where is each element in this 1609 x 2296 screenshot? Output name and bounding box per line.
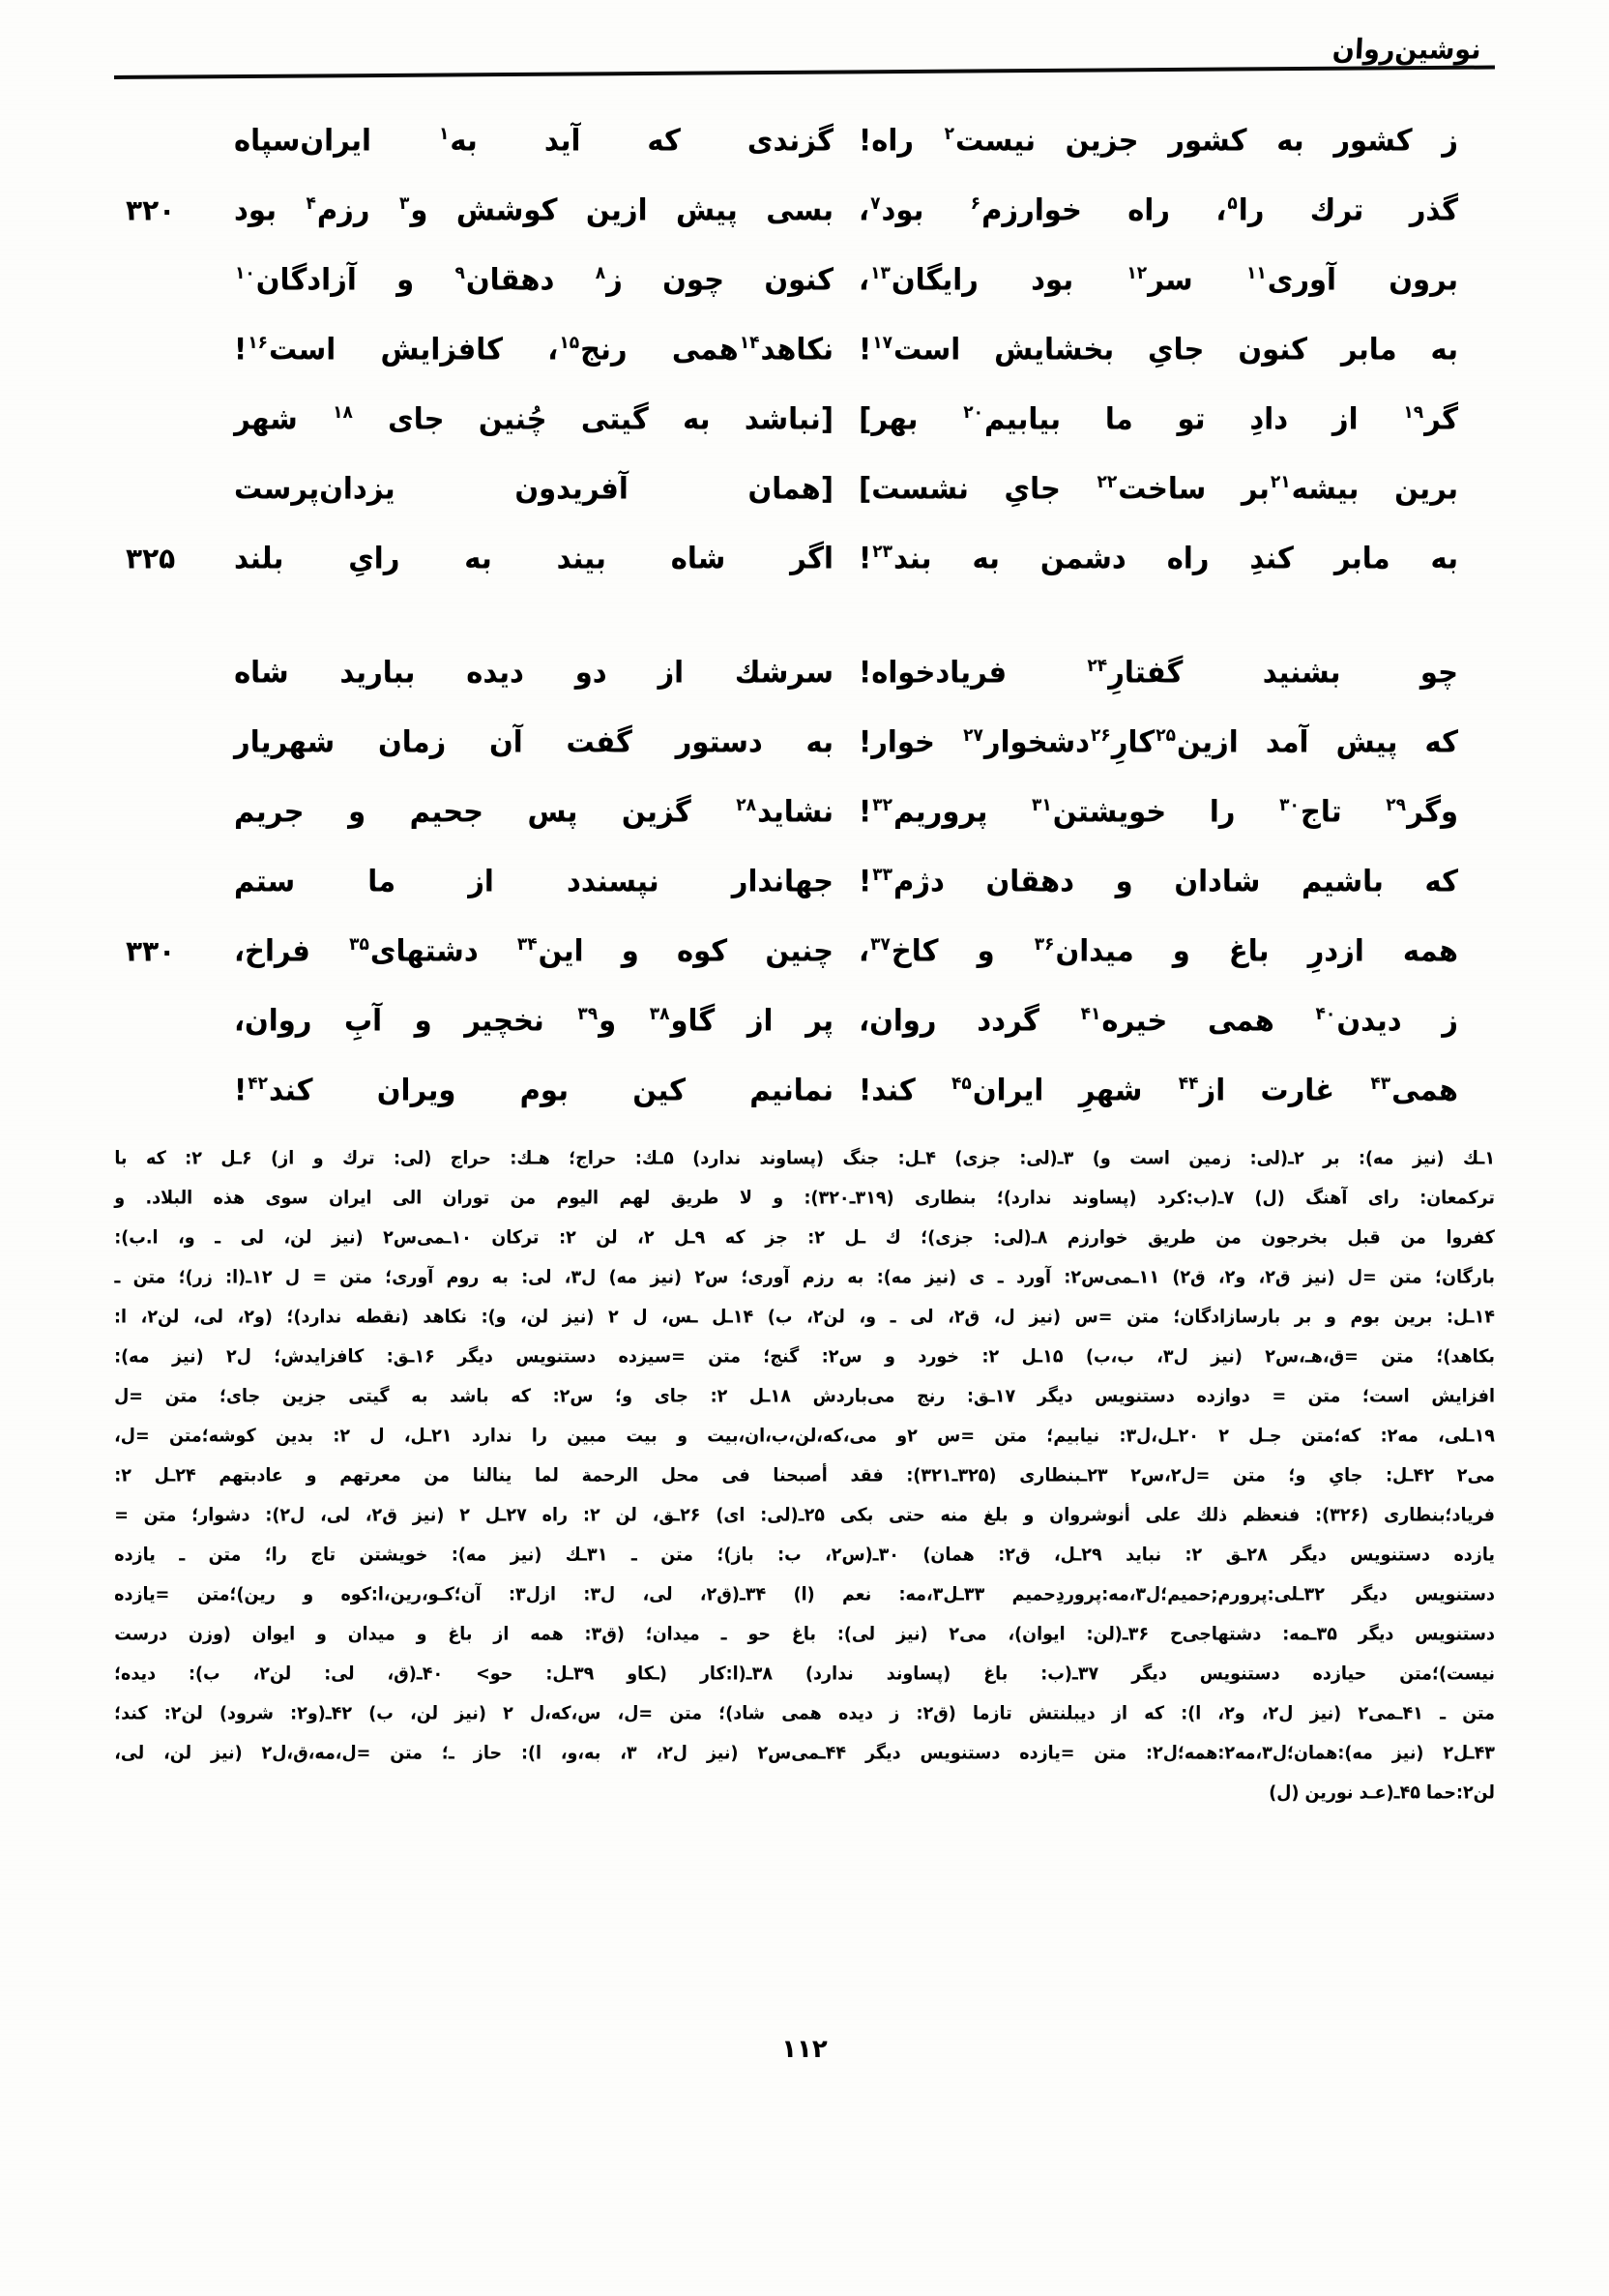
footnote-line: دستنويس ديگر ٣۵ـمه: دشتهاجى‌ح ٣۶ـ(لن: ايوان)، مى٢ (نيز لى): باغ حو ـ ميدان؛ (ق٣: همه از باغ و ميدان و ايوان (وزن درست [114, 1624, 1495, 1645]
footnote-line: ١ـك (نيز مه): بر ٢ـ(لى: زمين است و) ٣ـ(لى: جزى) ۴ـل: جنگ (پساوند ندارد) ۵ـك: حراج؛ هـك: حراج (لى: ترك و از) ۶ـل ٢: كه با [114, 1148, 1495, 1169]
hemistich-first: [همان آفريدون يزدان‌پرست [234, 470, 834, 507]
verse-line [118, 725, 1491, 795]
hemistich-second: برون آورى$^{١١}$ سر$^{١٢}$ بود رايگان$^{١٣}$، [859, 261, 1458, 298]
verse-line [118, 193, 1491, 263]
footnote-line: نيست)؛متن حيازده دستنويس ديگر ٣٧ـ(ب: باغ (پساوند ندارد) ٣٨ـ(ا:كار (ـكاو ٣٩ـل: حو> ۴٠ـ(ق، لى: لن٢، ب): ديده؛ [114, 1663, 1495, 1685]
hemistich-first: بسى پيش ازين كوشش و$^٣$ رزم$^۴$ بود [234, 191, 834, 228]
footnote-line: فرياد؛بنطارى (٣٢۶): فنعظم ذلك على أنوشروان و بلغ منه حتى بكى ٢۵ـ(لى: اى) ٢۶ـق، لن ٢: راه ٢٧ـل ٢ (نيز ق٢، لى، ل٢): دشوار؛ متن = [114, 1505, 1495, 1526]
footnote-line: ۴٣ـل٢ (نيز مه):همان؛ل٣،مه٢:همه؛ل٢: متن =يازده دستنويس ديگر ۴۴ـمى‌س٢ (نيز ل٢، ٣، به،و، ا): حاز ـ؛ متن =ل،مه،ق،ل٢ (نيز لن، لى، [114, 1743, 1495, 1764]
verse-line [118, 795, 1491, 865]
footnote-line: افزايش است؛ متن = دوازده دستنويس ديگر ١٧ـق: رنج مى‌باردش ١٨ـل ٢: جاى و؛ س٢: كه باشد به گيتى جزين جاى؛ متن =ل [114, 1386, 1495, 1407]
header-divider-rule [114, 66, 1495, 79]
running-title: نوشين‌روان [1331, 34, 1482, 66]
hemistich-first: جهاندار نپسندد از ما ستم [234, 863, 834, 899]
footnote-line: بارگان؛ متن =ل (نيز ق٢، و٢، ق٢) ١١ـمى‌س٢: آورد ـ ى (نيز مه): به رزم آورى؛ س٢ (نيز مه) ل٣، لى: به روم آورى؛ متن = ل ١٢ـ(ا: زر)؛ متن ـ [114, 1267, 1495, 1288]
footnote-apparatus [114, 1139, 1495, 1813]
page-header [114, 25, 1495, 93]
verse-line [118, 1074, 1491, 1143]
verse-line-number: ۳۲۵ [126, 542, 176, 575]
verse-line [118, 263, 1491, 333]
hemistich-first: اگر شاه بيند به راىِ بلند [234, 540, 834, 576]
footnote-line: ١۴ـل: برين بوم و بر بارسازادگان؛ متن =س (نيز ل، ق٢، لى ـ و، لن٢، ب) ١۴ـل ـس، ل ٢ (نيز لن، و): نكاهد (نقطه ندارد)؛ (و٢، لى، لن٢، ا: [114, 1307, 1495, 1328]
hemistich-first: [نباشد به گيتى چُنين جاى $^{١٨}$ شهر [234, 400, 834, 437]
footnote-line: مى٢ ۴٢ـل: جاىِ و؛ متن =ل٢،س٢ ٢٣ـبنطارى (٣٢۵ـ٣٢١): فقد أصبحنا فى محل الرحمة لما ينالنا من معرتهم و عادبتهم ٢۴ـل ٢: [114, 1465, 1495, 1487]
verse-line [118, 124, 1491, 193]
hemistich-second: برين بيشه$^{٢١}$بر ساخت$^{٢٢}$ جاىِ نشست] [859, 470, 1458, 507]
hemistich-second: ز كشور به كشور جزين نيست$^٢$ راه! [859, 122, 1458, 159]
verse-line [118, 472, 1491, 542]
page-number: ۱۱۲ [781, 2035, 828, 2064]
hemistich-second: به مابر كندِ راه دشمن به بند$^{٢٣}$! [859, 540, 1458, 576]
footnote-line: لن٢:حما ۴۵ـ(عـد نورين (ل) [1269, 1782, 1495, 1804]
footnote-line: يازده دستنويس ديگر ٢٨ـق ٢: نبايد ٢٩ـل، ق٢: همان) ٣٠ـ(س٢، ب: باز)؛ متن ـ ٣١ـك (نيز مه): خويشتن تاج را؛ متن ـ يازده [114, 1545, 1495, 1566]
hemistich-second: كه باشيم شادان و دهقان دژم$^{٣٣}$! [859, 863, 1458, 899]
verse-line-number: ۳۲۰ [126, 193, 176, 227]
hemistich-first: نشايد$^{٢٨}$ گزين پس جحيم و جريم [234, 793, 834, 830]
hemistich-first: سرشك از دو ديده بباريد شاه [234, 654, 834, 691]
hemistich-second: چو بشنيد گفتارِ$^{٢۴}$ فريادخواه! [859, 654, 1458, 691]
stanza-two [118, 656, 1491, 1143]
footnote-line: متن ـ ۴١ـمى٢ (نيز ل٢، و٢، ا): كه از ديبلنتش تازما (ق٢: ز ديده همى شاد)؛ متن =ل، س،كه،ل ٢ (نيز لن، ب) ۴٢ـ(و٢: شرود) لن٢: كند؛ [114, 1703, 1495, 1724]
hemistich-second: به مابر كنون جاىِ بخشايش است$^{١٧}$! [859, 331, 1458, 368]
footnote-line: بكاهد)؛ متن =ق،هـ،س٢ (نيز ل٣، ب،ب) ١۵ـل ٢: خورد و س٢: گنج؛ متن =سيزده دستنويس ديگر ١۶ـق: كافزايدش؛ ل٢ (نيز مه): [114, 1346, 1495, 1368]
hemistich-first: به دستور گفت آن زمان شهريار [234, 723, 834, 760]
hemistich-first: نمانيم كين بوم ويران كند$^{۴٢}$! [234, 1072, 834, 1108]
hemistich-second: ز ديدن$^{۴٠}$ همى خيره$^{۴١}$ گردد روان، [859, 1002, 1458, 1039]
hemistich-first: گزندى كه آيد به$^١$ ايران‌سپاه [234, 122, 834, 159]
verse-line [118, 1004, 1491, 1074]
footnote-line: دستنويس ديگر ٣٢ـلى:پرورم;حميم؛ل٣،مه:پروردِحميم ٣٣ـل٣،مه: نعم (ا) ٣۴ـ(ق٢، لى، ل٣: ازل٣: آن؛كـو،رين،ا:كوه و رين)؛متن =يازده [114, 1584, 1495, 1605]
hemistich-second: همه ازدرِ باغ و ميدان$^{٣۶}$ و كاخ$^{٣٧}$، [859, 932, 1458, 969]
footnote-line: تركمعان: راى آهنگ (ل) ٧ـ(ب:كرد (پساوند ندارد)؛ بنطارى (٣١٩ـ٣٢٠): و لا طريق لهم اليوم من توران الى ايران سوى هذه البلاد. و [114, 1188, 1495, 1209]
verse-line [118, 934, 1491, 1004]
footnote-line: ١٩ـلى، مه٢: كه؛متن جـل ٢ ٢٠ـل،ل٣: نيابيم؛ متن =س ٢و مى،كه،لن،ب،ان،بيت و بيت مبين را ندارد ٢١ـل، ل ٢: بدين كوشه؛متن =ل، [114, 1426, 1495, 1447]
footnote-line: كفروا من قبل بخرجون من طريق خوارزم ٨ـ(لى: جزى)؛ ك ـل ٢: جز كه ٩ـل ٢، لن ٢: تركان ١٠ـمى‌س٢ (نيز لن، لى ـ و، ا.ب): [114, 1227, 1495, 1249]
hemistich-second: همى$^{۴٣}$ غارت از$^{۴۴}$ شهرِ ايران$^{۴۵}$ كند! [859, 1072, 1458, 1108]
verse-line [118, 865, 1491, 934]
verse-line [118, 542, 1491, 611]
hemistich-second: گذر ترك را$^۵$، راه خوارزم$^۶$ بود$^٧$، [859, 191, 1458, 228]
verse-line [118, 656, 1491, 725]
hemistich-first: پر از گاو$^{٣٨}$ و$^{٣٩}$ نخچير و آبِ روان، [234, 1002, 834, 1039]
verse-body [118, 124, 1491, 1188]
verse-line-number: ۳۳۰ [126, 934, 176, 968]
hemistich-second: وگر$^{٢٩}$ تاج$^{٣٠}$ را خويشتن$^{٣١}$ پروريم$^{٣٢}$! [859, 793, 1458, 830]
hemistich-first: نكاهد$^{١۴}$همى رنج$^{١۵}$، كافزايش است$^{١۶}$! [234, 331, 834, 368]
stanza-one [118, 124, 1491, 611]
hemistich-first: چنين كوه و اين$^{٣۴}$ دشتهاى$^{٣۵}$ فراخ، [234, 932, 834, 969]
hemistich-second: كه پيش آمد ازين$^{٢۵}$كارِ$^{٢۶}$دشخوار$^{٢٧}$ خوار! [859, 723, 1458, 760]
verse-line [118, 333, 1491, 402]
hemistich-first: كنون چون ز$^٨$ دهقان$^٩$ و آزادگان$^{١٠}$ [235, 261, 834, 298]
verse-line [118, 402, 1491, 472]
hemistich-second: گر$^{١٩}$ از دادِ تو ما بيابيم$^{٢٠}$ بهر] [859, 400, 1458, 437]
